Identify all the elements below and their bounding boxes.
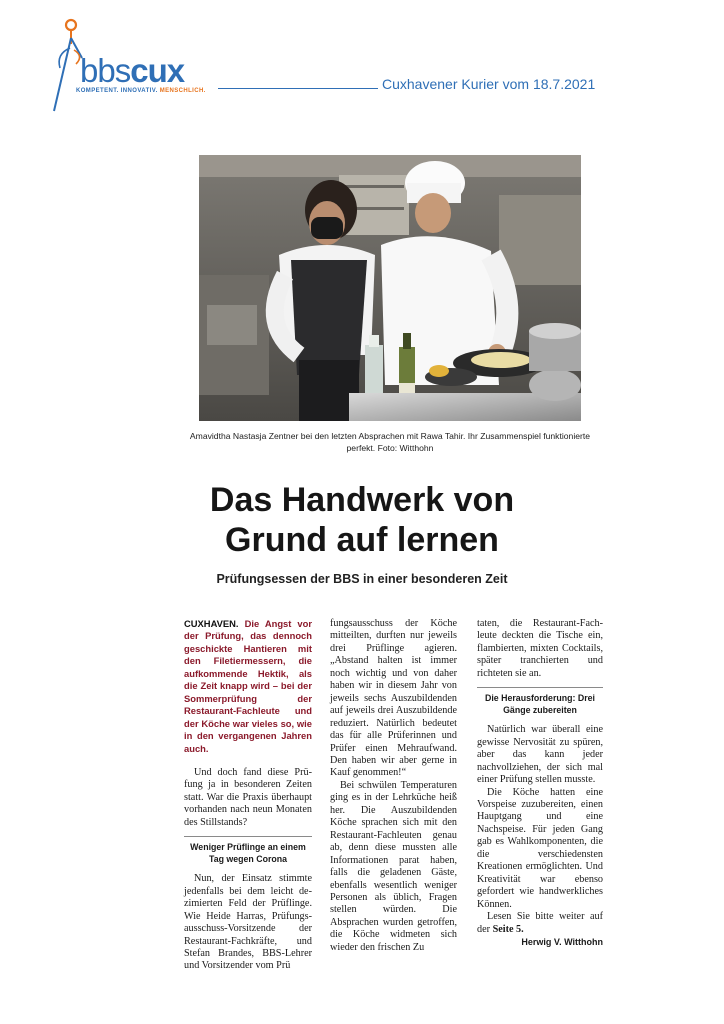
paragraph: Die Köche hatten eine Vorspeise zuzubereiten, einen Hauptgang und eine Nachspeise. Für jeden Gang gab es Wahlkomponenten, die die verschiedensten Kreationen ermöglichten. Und Kreativität war ebenso gefordert wie handwerkliches Können. [477, 786, 603, 910]
paragraph: Und doch fand diese Prüfung ja in besonderen Zeiten statt. War die Praxis überhaupt vorhanden nach neun Monaten des Stillstands? [184, 766, 312, 828]
lead-text: Die Angst vor der Prüfung, das dennoch geschickte Hantieren mit den Filetiermessern, die aufkommende Hektik, als die Zeit knapp wird – bei der Sommerprüfung der Restaurant-Fachleute und der Köche war vieles so, wie in den vergangenen Jahren auch. [184, 618, 312, 754]
article-column-2 [330, 618, 457, 954]
logo-tagline [76, 88, 206, 94]
paragraph: fungsausschuss der Köche mitteilten, durften nur jeweils drei Prüflinge agieren. „Abstand halten ist immer noch wichtig und von daher haben wir in diesem Jahr von jeweils sechs Auszubildenden auf jeweils drei Auszubildende reduziert. Natürlich bedeutet das für alle Prüferinnen und Prüfer einen Mehraufwand. Den haben wir aber gerne in Kauf genommen!“ [330, 618, 457, 779]
subheading: Weniger Prüflinge an einem Tag wegen Corona [184, 836, 312, 865]
article-lead-paragraph [184, 618, 312, 755]
dateline: CUXHAVEN. [184, 618, 239, 629]
article-headline [120, 480, 604, 560]
article-subheadline: Prüfungsessen der BBS in einer besonderen Zeit [216, 572, 508, 586]
publication-source: Cuxhavener Kurier vom 18.7.2021 [382, 76, 596, 92]
page-reference: Seite 5. [492, 923, 524, 935]
headline-line-1: Das Handwerk von [209, 481, 515, 519]
headline-line-2: Grund auf lernen [225, 521, 499, 559]
author-byline: Herwig V. Witthohn [521, 936, 603, 947]
kitchen-photo-illustration [199, 155, 581, 421]
photo-caption: Amavidtha Nastasja Zentner bei den letzten Absprachen mit Rawa Tahir. Ihr Zusammenspiel funktionierte perfekt. Foto: Witthohn [189, 431, 591, 453]
paragraph: taten, die Restaurant-Fachleute deckten die Tische ein, flambierten, mixten Cocktails, später tranchierten und richteten sie an. [477, 618, 603, 679]
article-photo [199, 155, 581, 421]
logo-wordmark [80, 54, 184, 87]
logo-bbs: bbs [80, 52, 131, 89]
continuation-note [477, 911, 603, 936]
article-column-1 [184, 618, 312, 973]
paragraph: Bei schwülen Temperaturen ging es in der Lehrküche heiß her. Die Auszubildenden Köche sprachen sich mit den Restaurant-Fachleuten genau ab, denn diese mussten alle Informationen parat haben, falls die geladenen Gäste, ebenfalls wesentlich weniger Personen als üblich, Fragen stellen würden. Die Absprachen wurden getroffen, die Köche widmeten sich wieder den frischen Zu [330, 779, 457, 953]
paragraph: Nun, der Einsatz stimmte jedenfalls bei dem leicht dezimierten Feld der Prüflinge. Wie Heide Harras, Prüfungsausschuss-Vorsitzende der Restaurant-Fachkräfte, und Stefan Brandes, BBS-Lehrer und Vorsitzender vom Prü [184, 873, 312, 972]
logo-tagline-part1: KOMPETENT. INNOVATIV. [76, 88, 160, 94]
logo-cux: cux [130, 52, 185, 89]
header-rule [218, 88, 378, 89]
paragraph: Natürlich war überall eine gewisse Nervosität zu spüren, aber das kann jeder nachvollziehen, der sich mal einer Prüfung stellen musste. [477, 724, 603, 786]
logo-tagline-part2: MENSCHLICH. [159, 88, 206, 94]
article-column-3 [477, 618, 603, 948]
continuation-text: Lesen Sie bitte weiter auf der [477, 911, 603, 935]
subheading: Die Herausforderung: Drei Gänge zubereiten [477, 687, 603, 716]
